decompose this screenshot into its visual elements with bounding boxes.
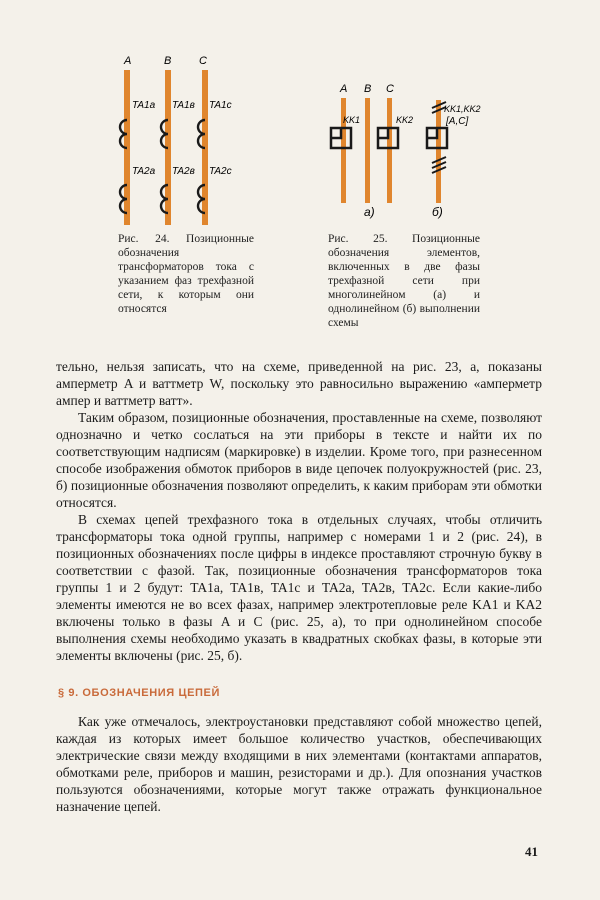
- fig24-ta1b-label: TA1в: [172, 100, 195, 111]
- fig25-phase-conductors: [341, 98, 441, 203]
- fig24-ta2c-label: TA2c: [209, 166, 232, 177]
- fig25-subfig-a-label: a): [364, 205, 375, 219]
- fig25-combined-phases: [A,C]: [446, 116, 469, 127]
- fig24-ta2b-label: TA2в: [172, 166, 195, 177]
- fig25-phase-b-label: B: [364, 83, 372, 95]
- fig25-phase-a-label: A: [340, 83, 348, 95]
- figure-24-diagram: [108, 50, 238, 228]
- fig24-ta2a-label: TA2a: [132, 166, 156, 177]
- fig24-phase-c-label: C: [199, 55, 207, 67]
- page-number: 41: [525, 844, 538, 859]
- fig24-ta1c-label: TA1c: [209, 100, 232, 111]
- paragraph-3: В схемах цепей трехфазного тока в отдельных случаях, чтобы отличить трансформаторы тока одной группы, например с номерами 1 и 2 (рис. 24), в позиционных обозначениях после цифры в индексе проставляют строчную букву в соответствии с фазой. Так, позиционные обозначения трансформаторов тока группы 1 и 2 будут: TA1a, TA1в, TA1c и TA2a, TA2в, TA2c. Если какие-либо элементы имеются не во всех фазах, например электротепловые реле KA1 и KA2 включены только в фазы A и C (рис. 25, а), то при однолинейном способе выполнения схемы необходимо указать в квадратных скобках фазы, в которые эти элементы включены (рис. 25, б).: [56, 512, 542, 663]
- fig25-combined-label: KK1,KK2: [444, 104, 481, 114]
- paragraph-continued: тельно, нельзя записать, что на схеме, приведенной на рис. 23, а, показаны амперметр A и ваттметр W, поскольку это равносильно выражению «амперметр ампер и ваттметр ватт».: [56, 359, 542, 408]
- body-text-block-1: [56, 358, 542, 664]
- paragraph-2: Таким образом, позиционные обозначения, проставленные на схеме, позволяют однозначно и четко сослаться на эти приборы в тексте и найти их по соответствующим надписям (маркировке) в изделии. Кроме того, при разнесенном способе изображения обмоток приборов в виде цепочек полуокружностей (рис. 23, б) позиционные обозначения позволяют определить, к каким приборам эти обмотки относятся.: [56, 410, 542, 510]
- section-heading: § 9. ОБОЗНАЧЕНИЯ ЦЕПЕЙ: [58, 687, 220, 699]
- fig24-ta1a-label: TA1a: [132, 100, 156, 111]
- fig25-kk2-label: KK2: [396, 115, 414, 125]
- figure-25-caption: Рис. 25. Позиционные обозначения элементов, включенных в две фазы трехфазной сети при многолинейном (а) и однолинейном (б) выполнении схемы: [328, 233, 480, 329]
- fig25-kk1-label: KK1: [343, 115, 361, 125]
- figure-25-diagram: [318, 76, 498, 224]
- fig24-phase-a-label: A: [124, 55, 132, 67]
- fig24-phase-b-label: B: [164, 55, 172, 67]
- paragraph-4: Как уже отмечалось, электроустановки представляют собой множество цепей, каждая из которых имеет большое количество участков, обеспечивающих электрические связи между входящими в них элементами (контактами аппаратов, обмотками реле, приборов и машин, резисторами и др.). Для опознания участков пользуются обозначениями, которые могут также отражать функциональное назначение цепей.: [56, 714, 542, 814]
- figure-24-caption: Рис. 24. Позиционные обозначения трансформаторов тока с указанием фаз трехфазной сети, к которым они относятся: [118, 233, 254, 315]
- fig25-subfig-b-label: б): [432, 205, 443, 219]
- body-text-block-2: [56, 713, 542, 815]
- fig25-phase-c-label: C: [386, 83, 394, 95]
